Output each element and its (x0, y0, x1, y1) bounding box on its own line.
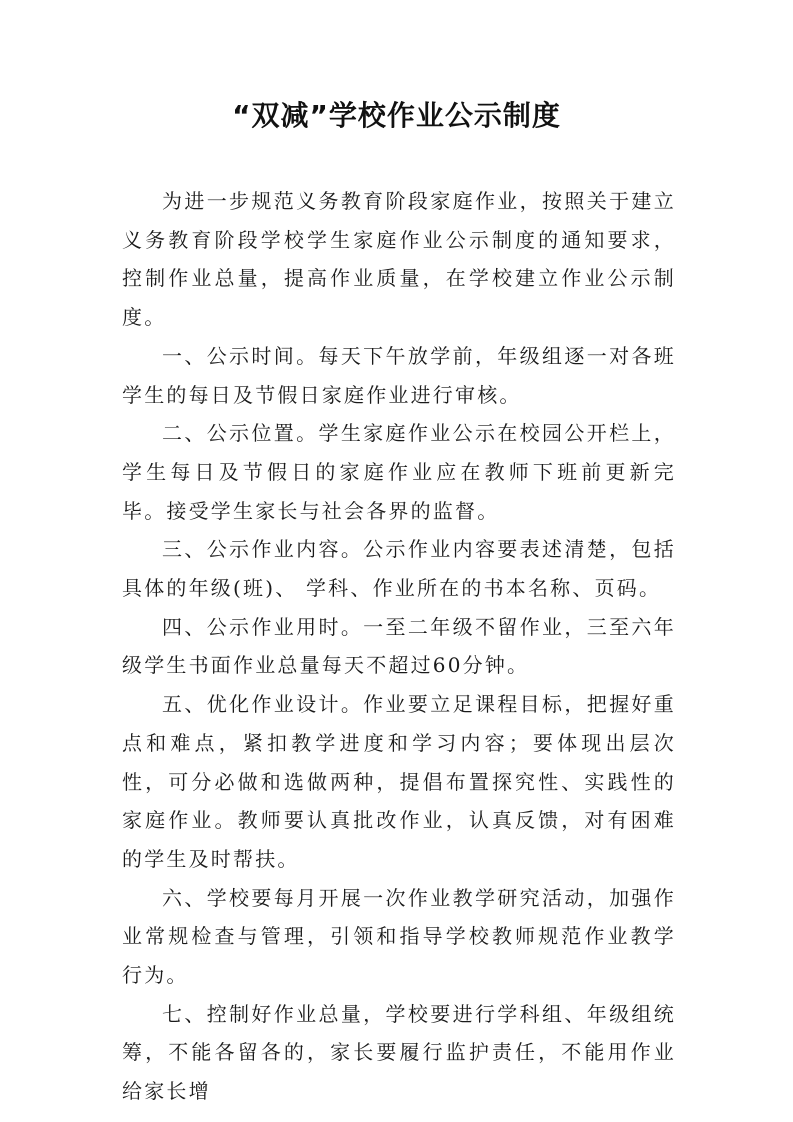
document-body (122, 182, 676, 1111)
paragraph-publish-time: 一、公示时间。每天下午放学前，年级组逐一对各班学生的每日及节假日家庭作业进行审核。 (122, 343, 676, 407)
paragraph-publish-location: 二、公示位置。学生家庭作业公示在校园公开栏上，学生每日及节假日的家庭作业应在教师下班前更新完毕。接受学生家长与社会各界的监督。 (122, 421, 676, 523)
paragraph-homework-design: 五、优化作业设计。作业要立足课程目标，把握好重点和难点，紧扣教学进度和学习内容；要体现出层次性，可分必做和选做两种，提倡布置探究性、实践性的家庭作业。教师要认真批改作业，认真反馈，对有困难的学生及时帮扶。 (122, 692, 676, 871)
paragraph-homework-time: 四、公示作业用时。一至二年级不留作业，三至六年级学生书面作业总量每天不超过60分钟。 (122, 614, 676, 678)
paragraph-intro: 为进一步规范义务教育阶段家庭作业，按照关于建立义务教育阶段学校学生家庭作业公示制度的通知要求，控制作业总量，提高作业质量，在学校建立作业公示制度。 (122, 189, 676, 330)
document-title: “双减”学校作业公示制度 (232, 99, 561, 132)
paragraph-research-activity: 六、学校要每月开展一次作业教学研究活动，加强作业常规检查与管理，引领和指导学校教师规范作业教学行为。 (122, 885, 676, 988)
paragraph-publish-content: 三、公示作业内容。公示作业内容要表述清楚，包括具体的年级(班)、 学科、作业所在的书本名称、页码。 (122, 537, 676, 601)
paragraph-total-control: 七、控制好作业总量，学校要进行学科组、年级组统筹，不能各留各的，家长要履行监护责任，不能用作业给家长增 (122, 1001, 676, 1104)
